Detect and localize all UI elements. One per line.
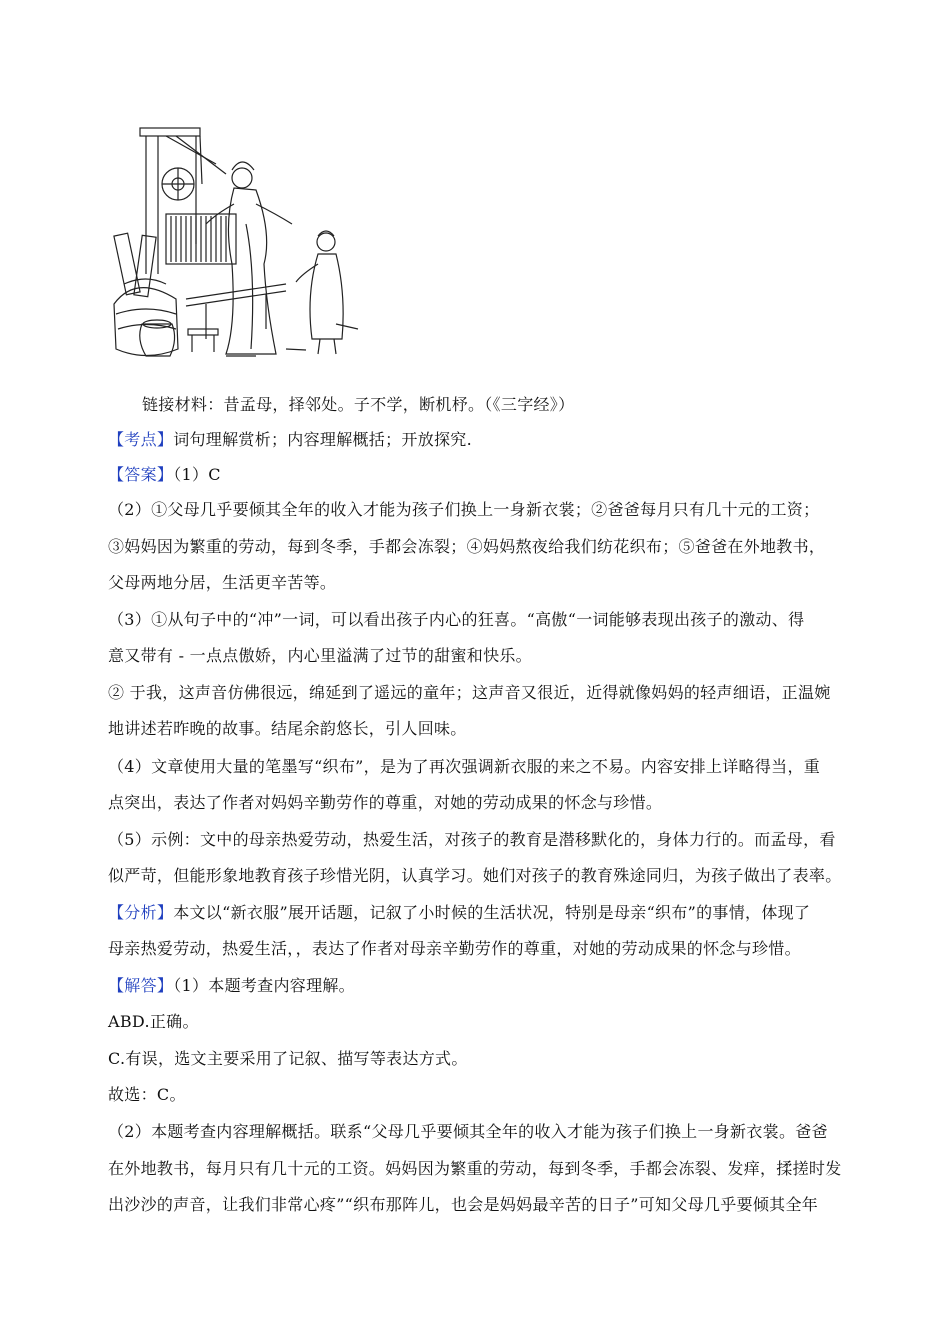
answer-q4-line: （4）文章使用大量的笔墨写“织布”，是为了再次强调新衣服的来之不易。内容安排上详略得当，重 — [108, 757, 821, 776]
fenxi-section — [108, 903, 868, 923]
jieda-line: 在外地教书，每月只有几十元的工资。妈妈因为繁重的劳动，每到冬季，手都会冻裂、发痒，揉搓时发 — [108, 1159, 842, 1178]
answer-q3-line: 地讲述若昨晚的故事。结尾余韵悠长，引人回味。 — [108, 719, 467, 738]
jieda-section — [108, 976, 868, 996]
answer-section — [108, 465, 868, 485]
answer-q4-line: 点突出，表达了作者对妈妈辛勤劳作的尊重，对她的劳动成果的怀念与珍惜。 — [108, 793, 663, 812]
kaodian-section — [108, 430, 868, 450]
jieda-tag: 【解答】 — [108, 976, 174, 995]
jieda-first: （1）本题考查内容理解。 — [173, 976, 355, 995]
fenxi-tag: 【分析】 — [108, 903, 174, 922]
answer-q2-line: ③妈妈因为繁重的劳动，每到冬季，手都会冻裂；④妈妈熬夜给我们纺花织布；⑤爸爸在外地教书， — [108, 537, 826, 556]
jieda-line: 故选：C。 — [108, 1085, 186, 1104]
jieda-line: C.有误，选文主要采用了记叙、描写等表达方式。 — [108, 1049, 468, 1068]
jieda-line: ABD.正确。 — [108, 1012, 199, 1031]
jieda-line: 出沙沙的声音，让我们非常心疼”“织布那阵儿，也会是妈妈最辛苦的日子”可知父母几乎要倾其全年 — [108, 1195, 819, 1214]
answer-q2-line: （2）①父母几乎要倾其全年的收入才能为孩子们换上一身新衣裳；②爸爸每月只有几十元的工资； — [108, 500, 820, 519]
kaodian-text: 词句理解赏析；内容理解概括；开放探究. — [173, 430, 472, 449]
answer-q3-line: （3）①从句子中的“冲”一词，可以看出孩子内心的狂喜。“高傲“一词能够表现出孩子的激动、得 — [108, 610, 805, 629]
answer-q5-line: 似严苛，但能形象地教育孩子珍惜光阴，认真学习。她们对孩子的教育殊途同归，为孩子做出了表率。 — [108, 866, 842, 885]
answer-q5-line: （5）示例：文中的母亲热爱劳动，热爱生活，对孩子的教育是潜移默化的，身体力行的。而孟母，看 — [108, 830, 836, 849]
mencius-mother-weaving-illustration — [106, 124, 362, 362]
jieda-line: （2）本题考查内容理解概括。联系“父母几乎要倾其全年的收入才能为孩子们换上一身新衣裳。爸爸 — [108, 1122, 828, 1141]
link-material: 链接材料：昔孟母，择邻处。子不学，断机杼。（《三字经》） — [142, 395, 575, 414]
kaodian-tag: 【考点】 — [108, 430, 174, 449]
answer-q1: （1）C — [173, 465, 221, 484]
fenxi-line: 母亲热爱劳动，热爱生活，，表达了作者对母亲辛勤劳作的尊重，对她的劳动成果的怀念与珍惜。 — [108, 939, 801, 958]
answer-q2-line: 父母两地分居，生活更辛苦等。 — [108, 573, 337, 592]
answer-q3-line: ② 于我，这声音仿佛很远，绵延到了遥远的童年；这声音又很近，近得就像妈妈的轻声细语，正温婉 — [108, 683, 831, 702]
answer-tag: 【答案】 — [108, 465, 174, 484]
fenxi-text: 本文以“新衣服”展开话题，记叙了小时候的生活状况，特别是母亲“织布”的事情，体现了 — [173, 903, 811, 922]
answer-q3-line: 意又带有 - 一点点傲娇，内心里溢满了过节的甜蜜和快乐。 — [108, 646, 532, 665]
